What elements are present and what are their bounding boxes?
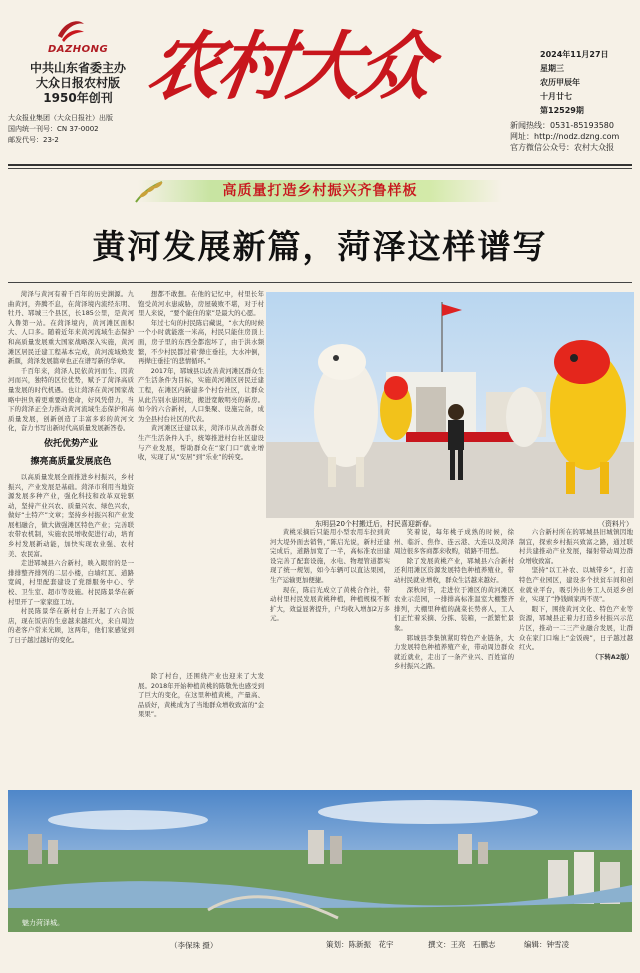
paragraph: 眼下，围绕黄河文化、特色产业等资源，郓城县正着力打造乡村振兴示范片区，推动一二三产业融合发展，让群众在家门口端上“金饭碗”，日子越过越红火。	[519, 604, 633, 652]
paragraph: 现在，陈启光成立了黄桃合作社，带动村里村民发展黄桃种植，种植规模不断扩大，效益显著提升，户均收入增加2万多元。	[270, 585, 390, 623]
headline-divider	[8, 282, 632, 283]
issue-number: 第12529期	[540, 106, 584, 115]
paragraph: 村民陈景华在新村台上开起了六合饭店，现在饭店的生意越来越红火，来自周边的老客户常来光顾，这两年，他们家感觉到了日子越过越好的变化。	[8, 607, 134, 644]
article-column-4	[394, 528, 514, 790]
logo-text: DAZHONG	[48, 44, 109, 55]
paragraph: 年过七旬的村民陈启藏说，“水大的时候一个小时就能涨一米高，村民只能住房顶上面，房子里的东西全都泡坏了，由于洪水频繁，不少村民都过着‘撵庄垂挂，大水冲倒，再撵庄垂挂’的悲情循环。”	[138, 318, 264, 366]
paragraph: 千百年来，菏泽人民依黄河而生、因黄河而兴，独特的区位优势，赋予了菏泽高质量发展的时代机遇。也让菏泽在黄河国家战略中担负着更重要的使命，好风凭借力，当下的菏泽正全力推动黄河流域生态保护和高质量发展，创新创造了丰富多彩的黄河文化，奋力书写出新时代高质量发展新答卷。	[8, 366, 134, 433]
weekday: 星期三	[540, 64, 564, 73]
city-panorama-photo	[8, 790, 632, 932]
paragraph: 深秋时节，走进位于滩区的黄河滩区农业示范园，一排排高标准温室大棚整齐排列，大棚里种植的蔬菜长势喜人，工人们正忙着采摘、分拣、装箱，一派繁忙景象。	[394, 585, 514, 632]
cn-number: 国内统一刊号：CN 37-0002	[8, 125, 99, 133]
subheading: 擦亮高质量发展底色	[30, 456, 112, 467]
contact-block	[510, 120, 640, 153]
publisher-block	[18, 61, 138, 106]
editor-credit: 编辑：钟雪凌	[524, 940, 569, 949]
city-photo-credit: （李保珠 摄）	[170, 941, 218, 950]
article-column-2-lower	[138, 672, 264, 792]
writer-credit: 撰文：王亮 石鹏志	[428, 940, 496, 949]
newspaper-title: 农村大众	[142, 24, 435, 110]
article-column-1	[8, 290, 134, 790]
hotline: 新闻热线：0531-85193580	[510, 121, 614, 130]
banner-title: 高质量打造乡村振兴齐鲁样板	[222, 183, 418, 199]
photo-credit: （资料片）	[598, 520, 633, 528]
paragraph: 六合新村所在的郓城县旧城镇因地制宜，探索乡村振兴致富之路，通过联村共建推动产业发展，辐射带动周边群众增收致富。	[519, 528, 633, 565]
paragraph: 郓城县李集镇紧盯特色产业链条，大力发展特色种植养殖产业，带动周边群众就近就业，走出了一条产业兴、百姓富的乡村振兴之路。	[394, 633, 514, 671]
lunar-day: 十月廿七	[540, 92, 572, 101]
article-column-5	[519, 528, 633, 790]
article-column-2	[138, 290, 264, 680]
wechat-account: 官方微信公众号：农村大众报	[510, 143, 614, 152]
paragraph: 2017年，郓城县以改善黄河滩区群众生产生活条件为目标，实施黄河滩区居民迁建工程，在滩区内新建多个村台社区，让群众从此告别水患困扰，搬进宽敞明亮的新房。如今的六合新村，人口集聚、设施完备，成为全县村台社区的代表。	[138, 366, 264, 423]
paragraph: 以高质量发展全面推进乡村振兴，乡村振兴，产业发展是基础。菏泽市利用当地资源发展多种产业，强化科技和改革双轮驱动，坚持产业兴农、质量兴农、绿色兴农，做好“土特产”文章；坚持乡村振兴和产业发展相融合，做大做强滩区特色产业；完善联农带农机制，实施农民增收促进行动，培育乡村发展新动能，加快实现农业强、农村美、农民富。	[8, 472, 134, 558]
paragraph: 坚持“以工补农、以城带乡”，打造特色产业园区，建设多个扶贫车间和创业就业平台，吸引外出务工人员返乡创业，实现了“挣钱顾家两不误”。	[519, 566, 633, 604]
masthead-divider-thin	[8, 168, 632, 169]
planner-credit: 策划：陈新振 花宇	[326, 940, 394, 949]
masthead-divider	[8, 164, 632, 166]
lunar-year: 农历甲辰年	[540, 78, 580, 87]
article-column-3	[270, 528, 390, 790]
paragraph: 笑着说，每年桃子成熟的时候，徐州、临沂、焦作、连云港、大连以及菏泽周边很多客商都来收购，销路不用愁。	[394, 528, 514, 556]
paragraph: 除了村台，还围绕产业也迎来了大发展。2018年开始种植黄桃的陈敬先也感受到了巨大的变化，在这里种植黄桃，产量高、品质好，黄桃成为了当地群众增收致富的“金果果”。	[138, 672, 264, 719]
city-photo-caption: 魅力菏泽城。	[22, 919, 64, 927]
org-line: 大众日报农村版	[35, 76, 120, 90]
paragraph: 黄河滩区迁建以来，菏泽市从改善群众生产生活条件入手，统筹推进村台社区建设与产业发展，帮助群众在“家门口”就业增收，实现了从“安居”到“乐业”的转变。	[138, 424, 264, 462]
caption-text: 东明县20个村搬迁后，村民喜迎新春。	[315, 520, 436, 528]
org-line: 中共山东省委主办	[29, 61, 126, 75]
org-line: 1950年创刊	[43, 91, 113, 105]
publication-info	[8, 113, 158, 146]
subheading: 依托优势产业	[43, 438, 98, 449]
headline: 黄河发展新篇，菏泽这样谱写	[92, 227, 548, 266]
website-link[interactable]: 网址：http://nodz.dzng.com	[510, 132, 620, 141]
publisher-text: 大众报业集团（大众日报社）出版	[8, 114, 113, 122]
paragraph: 走进郓城县六合新村，映入眼帘的是一排排整齐排列的二层小楼，白墙红瓦、道路宽阔，村里配套建设了党群服务中心、学校、卫生室、超市等设施。村民陈景华在新村里开了一家家庭工坊。	[8, 559, 134, 606]
paragraph: 除了发展黄桃产业，郓城县六合新村还利用滩区资源发展特色种植养殖业，带动村民就业增收，群众生活越来越好。	[394, 556, 514, 584]
wheat-decoration-icon	[132, 178, 172, 204]
post-code: 邮发代号：23-2	[8, 136, 59, 144]
paragraph: 想都不敢想。在他的记忆中，村里长年饱受黄河水患威胁，房屋破败不堪，对于村里人来说，“要个能住的家”是最大的心愿。	[138, 290, 264, 318]
dazhong-logo-icon	[56, 16, 86, 42]
paragraph: 菏泽与黄河有着千百年的历史渊源。九曲黄河，奔腾不息，在菏泽境内流经东明、牡丹、郓城三个县区，长185公里，是黄河入鲁第一站。在菏泽境内，黄河滩区面积大、人口多。随着近年来黄河流域生态保护和高质量发展重大国家战略深入实施，黄河滩区居民迁建工程基本完成，黄河流域焕发新颜，菏泽发展篇章也正在谱写新的华章。	[8, 290, 134, 366]
continued-note: （下转A2版）	[591, 652, 633, 661]
paragraph: 黄桃采摘后只能用小型农用车拉到黄河大堤外面去销售，”陈启光说，新村迁建完成后，道路加宽了一半，高标准农田建设完善了配套设施，水电、物理管道都实现了统一规划，如今车辆可以直达果园，生产运输更加便捷。	[270, 528, 390, 584]
issue-date: 2024年11月27日	[540, 50, 609, 59]
credits-bar	[0, 936, 640, 954]
lion-dance-photo	[266, 292, 634, 518]
date-block	[540, 48, 609, 118]
